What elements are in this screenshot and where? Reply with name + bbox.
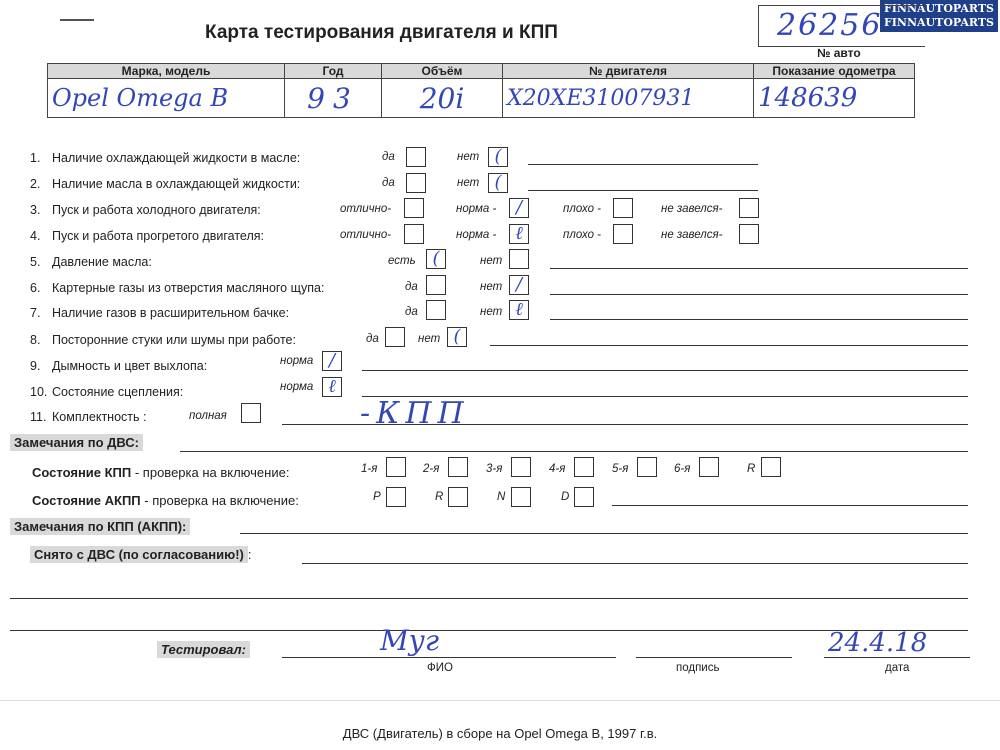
checkbox[interactable] [509,275,529,295]
fill-line [550,294,968,295]
header-volume: Объём [382,64,503,79]
checkbox[interactable] [426,300,446,320]
card-number: 26256 [777,8,883,43]
checkbox[interactable] [613,198,633,218]
header-year: Год [285,64,382,79]
item-question: Давление масла: [52,255,152,269]
option-label: отлично- [340,203,392,215]
item-number: 8. [30,333,41,347]
check-mark: / [515,274,523,295]
value-model: Opel Omega B [48,79,285,118]
checkbox[interactable] [509,300,529,320]
checkbox[interactable] [509,224,529,244]
gear-checkbox[interactable] [637,457,657,477]
option-label: не завелся- [661,229,723,241]
check-mark: ( [494,172,502,193]
mode-label: P [373,491,381,503]
fio-line [282,657,616,658]
option-label: есть [388,255,416,267]
fill-line [528,190,758,191]
mode-label: D [561,491,570,503]
item-question: Состояние сцепления: [52,385,184,399]
checkbox[interactable] [426,275,446,295]
fill-line [362,370,968,371]
gear-label: 6-я [674,463,691,475]
option-label: да [366,333,379,345]
option-label: нет [480,281,503,293]
fill-line [10,598,968,599]
check-mark: ℓ [515,223,523,244]
checkbox[interactable] [322,351,342,371]
item-number: 4. [30,229,41,243]
checkbox[interactable] [739,224,759,244]
option-label: отлично- [340,229,392,241]
mode-label: N [497,491,506,503]
checkbox[interactable] [404,224,424,244]
vehicle-table [47,63,915,118]
header-engine: № двигателя [503,64,754,79]
fill-line [10,630,968,631]
check-mark: ( [432,248,440,269]
dvs-remarks-label: Замечания по ДВС: [10,434,143,451]
gear-label: 4-я [549,463,566,475]
item-number: 5. [30,255,41,269]
gear-label: 2-я [423,463,440,475]
option-label: нет [480,306,503,318]
item-number: 1. [30,151,41,165]
option-label: полная [189,410,227,422]
item-question: Пуск и работа прогретого двигателя: [52,229,264,243]
fill-line [180,451,968,452]
card-number-box [758,5,925,47]
auto-no-label: № авто [817,46,861,60]
checkbox[interactable] [406,173,426,193]
item-question: Дымность и цвет выхлопа: [52,359,208,373]
item-question: Наличие газов в расширительном бачке: [52,306,290,320]
option-label: да [405,281,418,293]
item-number: 10. [30,385,48,399]
signature: Муг [380,624,440,657]
option-label: норма - [456,229,497,241]
mode-checkbox[interactable] [386,487,406,507]
option-label: норма [280,355,314,367]
item-number: 6. [30,281,41,295]
page-title: Карта тестирования двигателя и КПП [205,22,558,43]
scan-edge [0,700,1000,701]
option-label: да [382,151,395,163]
option-label: нет [457,177,480,189]
item-number: 7. [30,306,41,320]
checkbox[interactable] [241,403,261,423]
option-label: да [382,177,395,189]
item-number: 3. [30,203,41,217]
corner-mark [60,19,94,21]
gear-label: 1-я [361,463,378,475]
item-question: Пуск и работа холодного двигателя: [52,203,261,217]
date-value: 24.4.18 [828,628,928,658]
fill-line [550,319,968,320]
value-odometer: 148639 [754,79,915,118]
image-caption: ДВС (Двигатель) в сборе на Opel Omega B, 1997 г.в. [342,726,658,741]
fill-line [490,345,968,346]
mode-checkbox[interactable] [511,487,531,507]
fill-line [612,505,968,506]
complect-note: -КПП [360,396,470,431]
gear-checkbox[interactable] [511,457,531,477]
gear-checkbox[interactable] [699,457,719,477]
header-model: Марка, модель [48,64,285,79]
gear-checkbox[interactable] [574,457,594,477]
sign-label: подпись [676,662,720,674]
option-label: нет [418,333,441,345]
check-mark: ( [453,326,461,347]
value-volume: 20i [382,79,503,118]
mode-label: R [435,491,444,503]
item-question: Картерные газы из отверстия масляного щупа: [52,281,325,295]
checkbox[interactable] [426,249,446,269]
option-label: нет [480,255,503,267]
date-line [824,657,970,658]
mode-checkbox[interactable] [574,487,594,507]
option-label: нет [457,151,480,163]
item-number: 9. [30,359,41,373]
option-label: да [405,306,418,318]
item-number: 11. [30,410,47,424]
gear-checkbox[interactable] [386,457,406,477]
gear-label: R [747,463,756,475]
akpp-label: Состояние АКПП - проверка на включение: [32,493,299,508]
item-question: Посторонние стуки или шумы при работе: [52,333,296,347]
item-number: 2. [30,177,41,191]
option-label: не завелся- [661,203,723,215]
item-question: Наличие охлаждающей жидкости в масле: [52,151,301,165]
check-mark: / [515,197,523,218]
gear-label: 5-я [612,463,629,475]
watermark-stamp: FINNAUTOPARTS FINNAUTOPARTS [880,0,998,32]
checkbox[interactable] [739,198,759,218]
fill-line [550,268,968,269]
check-mark: ℓ [515,299,523,320]
date-label: дата [885,662,910,674]
fill-line [240,533,968,534]
item-question: Комплектность : [52,410,147,424]
value-engine: X20XE31007931 [503,79,754,118]
checkbox[interactable] [447,327,467,347]
removed-label: Снято с ДВС (по согласованию!) : [30,547,252,562]
checkbox[interactable] [406,147,426,167]
check-mark: ℓ [328,376,336,397]
gear-label: 3-я [486,463,503,475]
check-mark: / [328,350,336,371]
checkbox[interactable] [509,198,529,218]
kpp-remarks-label: Замечания по КПП (АКПП): [10,518,190,535]
value-year: 93 [285,79,382,118]
check-mark: ( [494,146,502,167]
sign-line [636,657,792,658]
tested-label: Тестировал: [157,641,250,658]
checkbox[interactable] [509,249,529,269]
fio-label: ФИО [427,662,453,674]
checkbox[interactable] [322,377,342,397]
option-label: норма - [456,203,497,215]
gear-checkbox[interactable] [448,457,468,477]
checkbox[interactable] [385,327,405,347]
kpp-label: Состояние КПП - проверка на включение: [32,465,290,480]
option-label: плохо - [563,229,601,241]
gear-checkbox[interactable] [761,457,781,477]
checkbox[interactable] [613,224,633,244]
checkbox[interactable] [488,173,508,193]
header-odometer: Показание одометра [754,64,915,79]
fill-line [302,563,968,564]
mode-checkbox[interactable] [448,487,468,507]
option-label: норма [280,381,314,393]
item-question: Наличие масла в охлаждающей жидкости: [52,177,301,191]
checkbox[interactable] [404,198,424,218]
fill-line [528,164,758,165]
checkbox[interactable] [488,147,508,167]
fill-line [282,424,968,425]
option-label: плохо - [563,203,601,215]
